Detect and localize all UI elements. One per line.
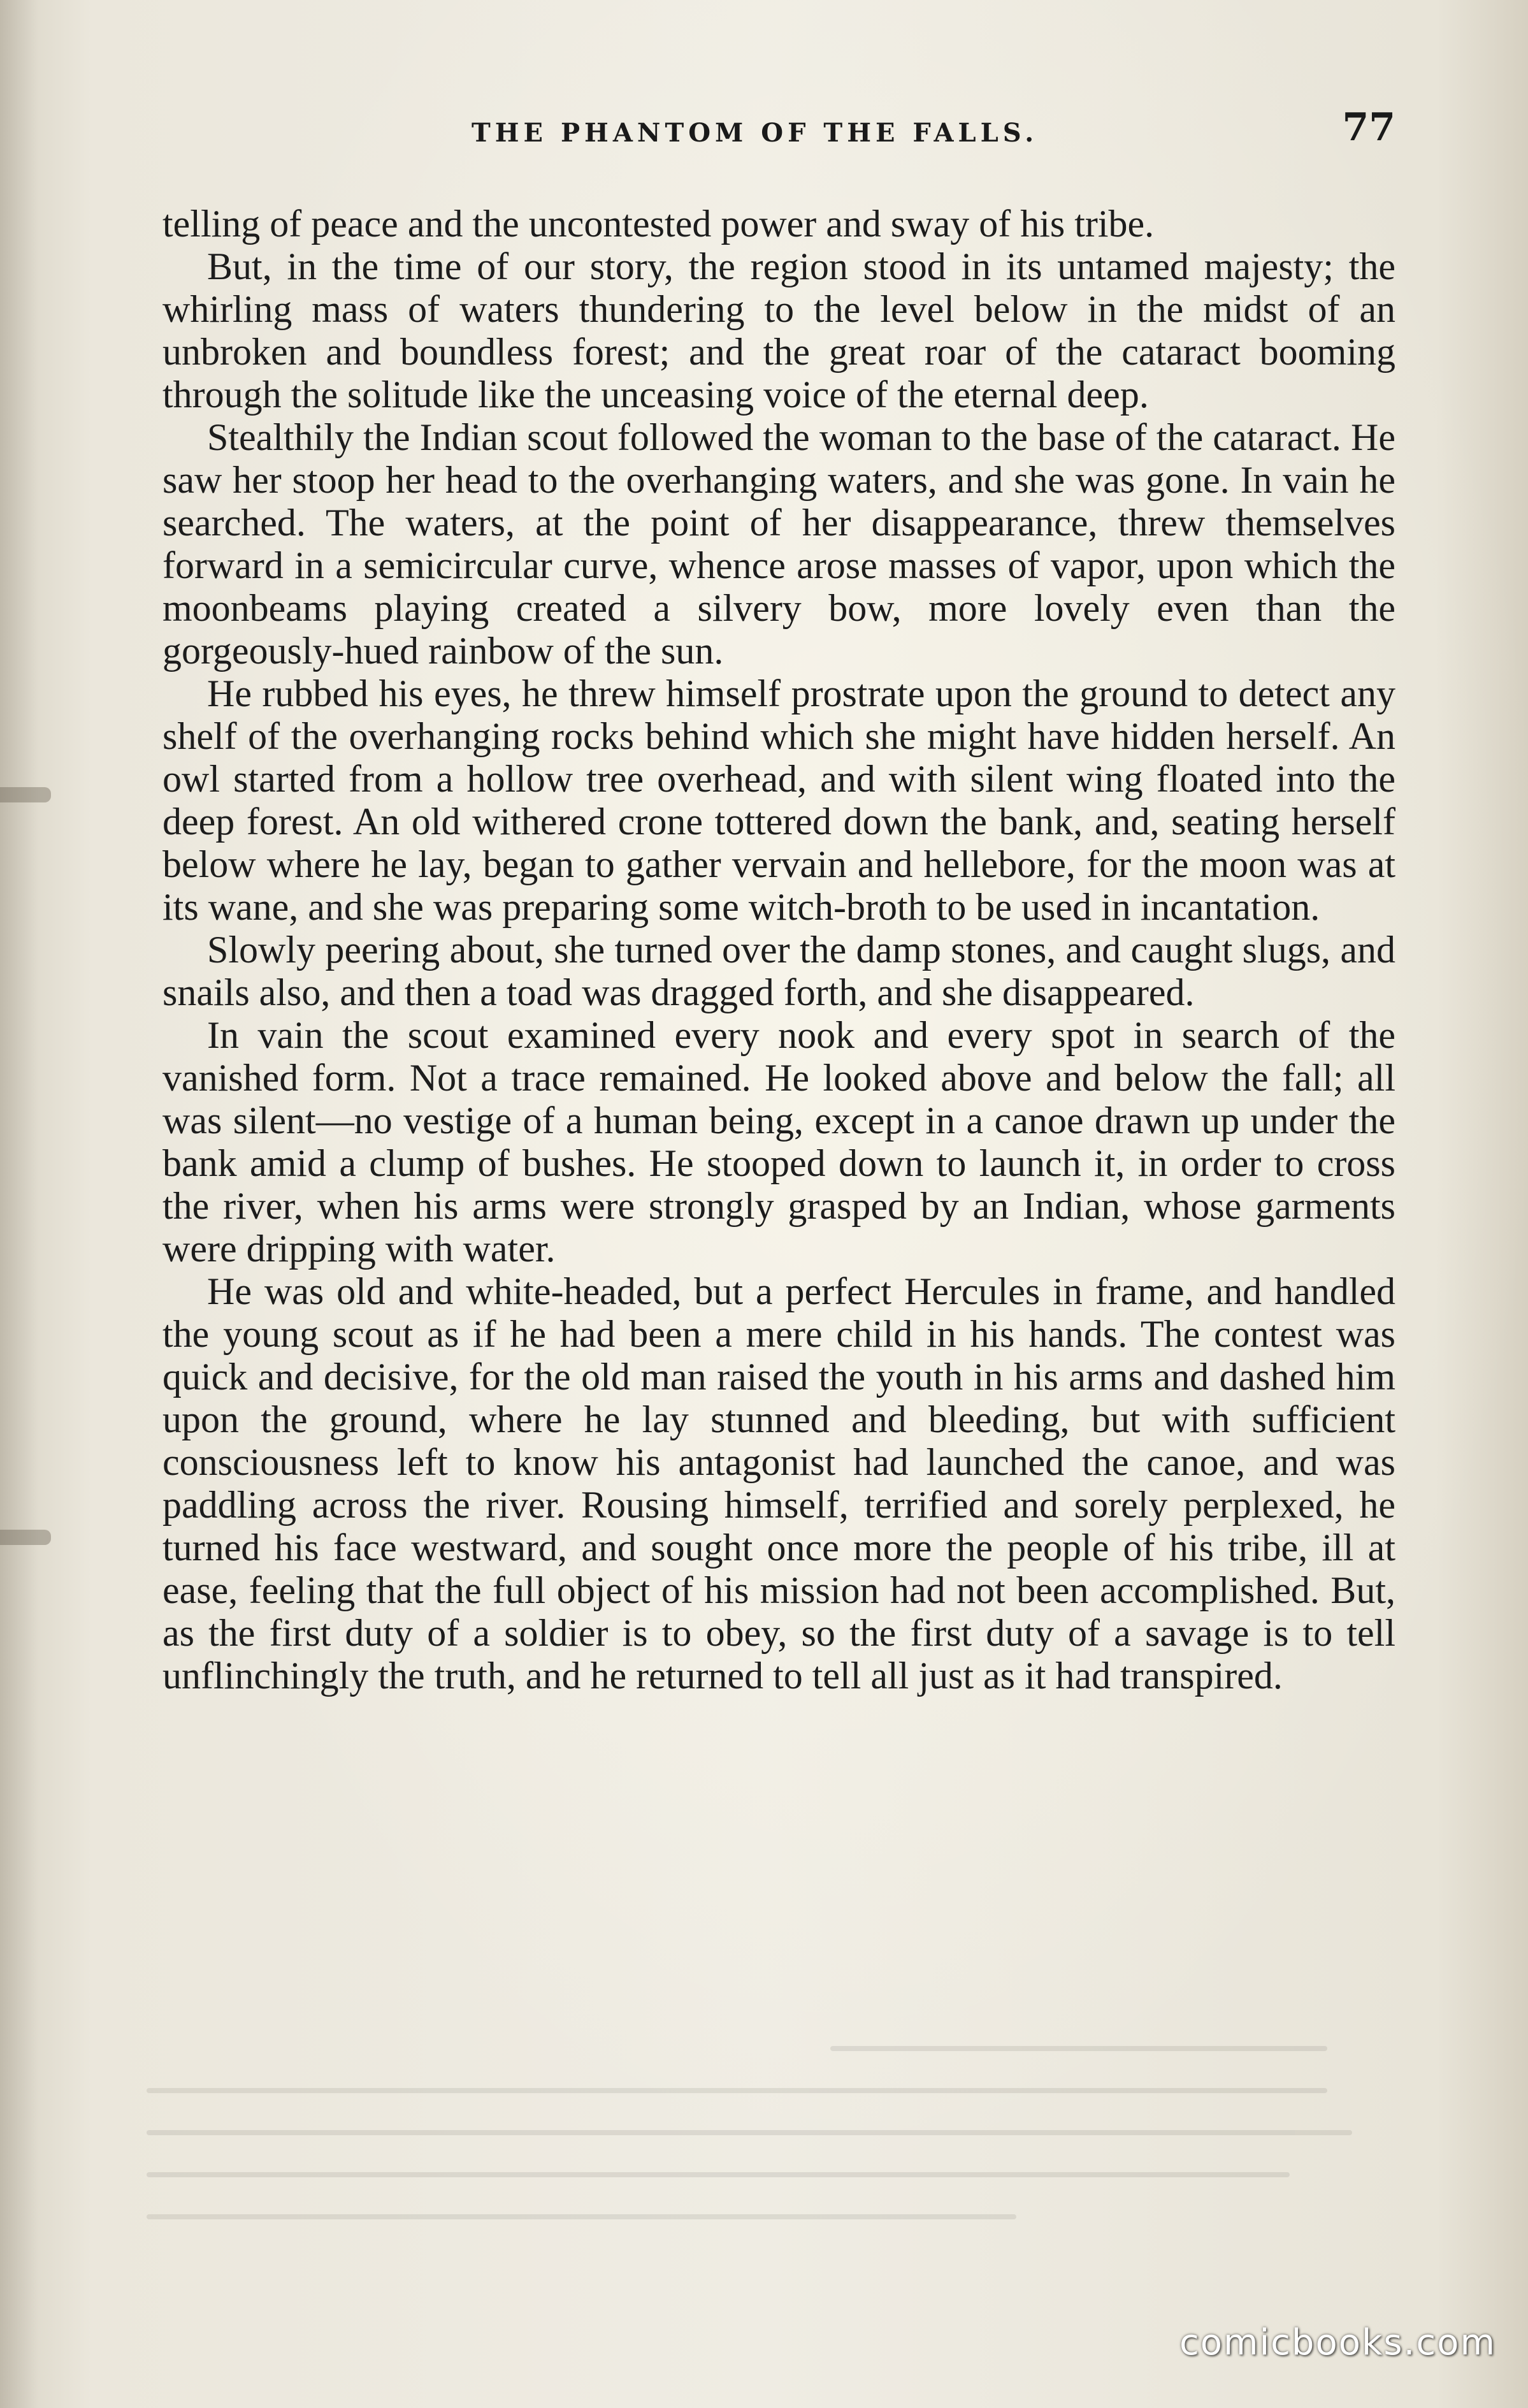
- paragraph: Stealthily the Indian scout followed the woman to the base of the cataract. He saw her stoop her head to the overhanging waters, and she was gone. In vain he searched. The waters, at the point of her disappearance, threw themselves forward in a semicircular curve, whence arose masses of vapor, upon which the moonbeams playing created a silvery bow, more lovely even than the gorgeously-hued rainbow of the sun.: [162, 416, 1395, 672]
- show-through-text: [147, 2046, 1389, 2263]
- watermark: comicbooks.com: [1179, 2322, 1496, 2363]
- binding-thread-mark: [0, 787, 51, 802]
- running-head: THE PHANTOM OF THE FALLS.: [472, 118, 1039, 148]
- page-number: 77: [1342, 105, 1395, 150]
- page-header: [166, 105, 1395, 156]
- paragraph: But, in the time of our story, the region stood in its untamed majesty; the whirling mass of waters thundering to the level below in the midst of an unbroken and boundless forest; and the great roar of the cataract booming through the solitude like the unceasing voice of the eternal deep.: [162, 245, 1395, 416]
- paragraph: Slowly peering about, she turned over the damp stones, and caught slugs, and snails also, and then a toad was dragged forth, and she disappeared.: [162, 929, 1395, 1013]
- paragraph: In vain the scout examined every nook and every spot in search of the vanished form. Not a trace remained. He looked above and below the fall; all was silent—no vestige of a human being, except in a canoe drawn up under the bank amid a clump of bushes. He stooped down to launch it, in order to cross the river, when his arms were strongly grasped by an Indian, whose garments were dripping with water.: [162, 1014, 1395, 1270]
- gutter-shadow: [0, 0, 38, 2408]
- binding-thread-mark: [0, 1530, 51, 1545]
- paragraph: He was old and white-headed, but a perfect Hercules in frame, and handled the young scout as if he had been a mere child in his hands. The contest was quick and decisive, for the old man raised the youth in his arms and dashed him upon the ground, where he lay stunned and bleeding, but with sufficient consciousness left to know his antagonist had launched the canoe, and was paddling across the river. Rousing himself, terrified and sorely perplexed, he turned his face westward, and sought once more the people of his tribe, ill at ease, feeling that the full object of his mission had not been accomplished. But, as the first duty of a soldier is to obey, so the first duty of a savage is to tell unflinchingly the truth, and he returned to tell all just as it had transpired.: [162, 1270, 1395, 1697]
- paragraph: He rubbed his eyes, he threw himself prostrate upon the ground to detect any shelf of the overhanging rocks behind which she might have hidden herself. An owl started from a hollow tree overhead, and with silent wing floated into the deep forest. An old withered crone tottered down the bank, and, seating herself below where he lay, began to gather vervain and hellebore, for the moon was at its wane, and she was preparing some witch-broth to be used in incantation.: [162, 672, 1395, 928]
- paragraph: telling of peace and the uncontested power and sway of his tribe.: [162, 203, 1155, 245]
- body-text: [162, 203, 1395, 1697]
